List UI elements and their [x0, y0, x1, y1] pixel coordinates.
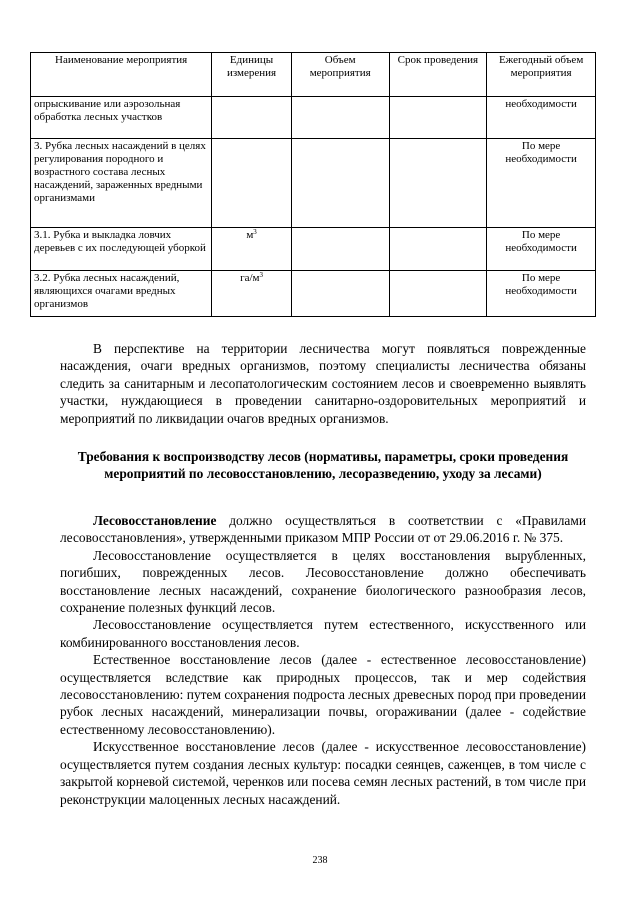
table-row [31, 139, 596, 228]
table-row [31, 271, 596, 317]
measures-table [30, 52, 596, 317]
table-row [31, 97, 596, 139]
paragraph-monitoring: В перспективе на территории лесничества могут появляться поврежденные насаждения, очаги вредных организмов, поэтому специалисты лесничества обязаны следить за санитарным и лесопатологическим состоянием лесов и своевременно выявлять участки, нуждающиеся в проведении санитарно-оздоровительных мероприятий и мероприятий по ликвидации очагов вредных организмов. [60, 341, 586, 426]
header-volume: Объем мероприятия [291, 53, 389, 97]
paragraph-rules-text: должно осуществляться в соответствии с «Правилами лесовосстановления», утвержденными приказом МПР России от от 29.06.2016 г. № 375. [60, 513, 586, 546]
header-annual: Ежегодный объем мероприятия [487, 53, 596, 97]
row-name: 3.2. Рубка лесных насаждений, являющихся очагами вредных организмов [31, 271, 212, 317]
row-volume [291, 97, 389, 139]
paragraph-artificial: Искусственное восстановление лесов (далее - искусственное лесовосстановление) осуществляется путем создания лесных культур: посадки сеянцев, саженцев, в том числе с закрытой корневой системой, черенков или посева семян лесных растений, в том числе при реконструкции малоценных лесных насаждений. [60, 739, 586, 807]
row-unit: $м^3$ [212, 228, 292, 271]
row-term [389, 139, 487, 228]
row-volume [291, 228, 389, 271]
section-heading: Требования к воспроизводству лесов (нормативы, параметры, сроки проведения мероприятий по лесовосстановлению, лесоразведению, уходу за лесами) [77, 449, 569, 482]
row-annual: необходимости [487, 97, 596, 139]
row-annual: По мере необходимости [487, 139, 596, 228]
row-name: 3. Рубка лесных насаждений в целях регулирования породного и возрастного состава лесных насаждений, зараженных вредными организмами [31, 139, 212, 228]
header-term: Срок проведения [389, 53, 487, 97]
row-term [389, 97, 487, 139]
main-text [60, 512, 586, 808]
table-header-row [31, 53, 596, 97]
row-unit [212, 97, 292, 139]
header-unit: Единицы измерения [212, 53, 292, 97]
row-annual: По мере необходимости [487, 271, 596, 317]
bold-term: Лесовосстановление [93, 513, 217, 528]
page-number: 238 [312, 855, 328, 866]
paragraph-rules [60, 512, 586, 547]
row-term [389, 228, 487, 271]
paragraph-natural: Естественное восстановление лесов (далее - естественное лесовосстановление) осуществляется вследствие как природных процессов, так и мер содействия лесовосстановлению: путем сохранения подроста лесных древесных пород при проведении рубок лесных насаждений, минерализации почвы, огораживании (далее - содействие естественному лесовосстановлению). [60, 652, 586, 737]
row-unit: $га/м^3$ [212, 271, 292, 317]
row-volume [291, 271, 389, 317]
row-term [389, 271, 487, 317]
table-row [31, 228, 596, 271]
row-annual: По мере необходимости [487, 228, 596, 271]
row-name: опрыскивание или аэрозольная обработка лесных участков [31, 97, 212, 139]
intro-text [60, 340, 586, 427]
row-name: 3.1. Рубка и выкладка ловчих деревьев с их последующей уборкой [31, 228, 212, 271]
paragraph-purpose: Лесовосстановление осуществляется в целях восстановления вырубленных, погибших, поврежденных лесов. Лесовосстановление должно обеспечивать восстановление лесных насаждений, сохранение биологического разнообразия лесов, сохранение полезных функций лесов. [60, 547, 586, 616]
row-unit [212, 139, 292, 228]
row-volume [291, 139, 389, 228]
paragraph-methods: Лесовосстановление осуществляется путем естественного, искусственного или комбинированного восстановления лесов. [60, 617, 586, 650]
header-name: Наименование мероприятия [31, 53, 212, 97]
